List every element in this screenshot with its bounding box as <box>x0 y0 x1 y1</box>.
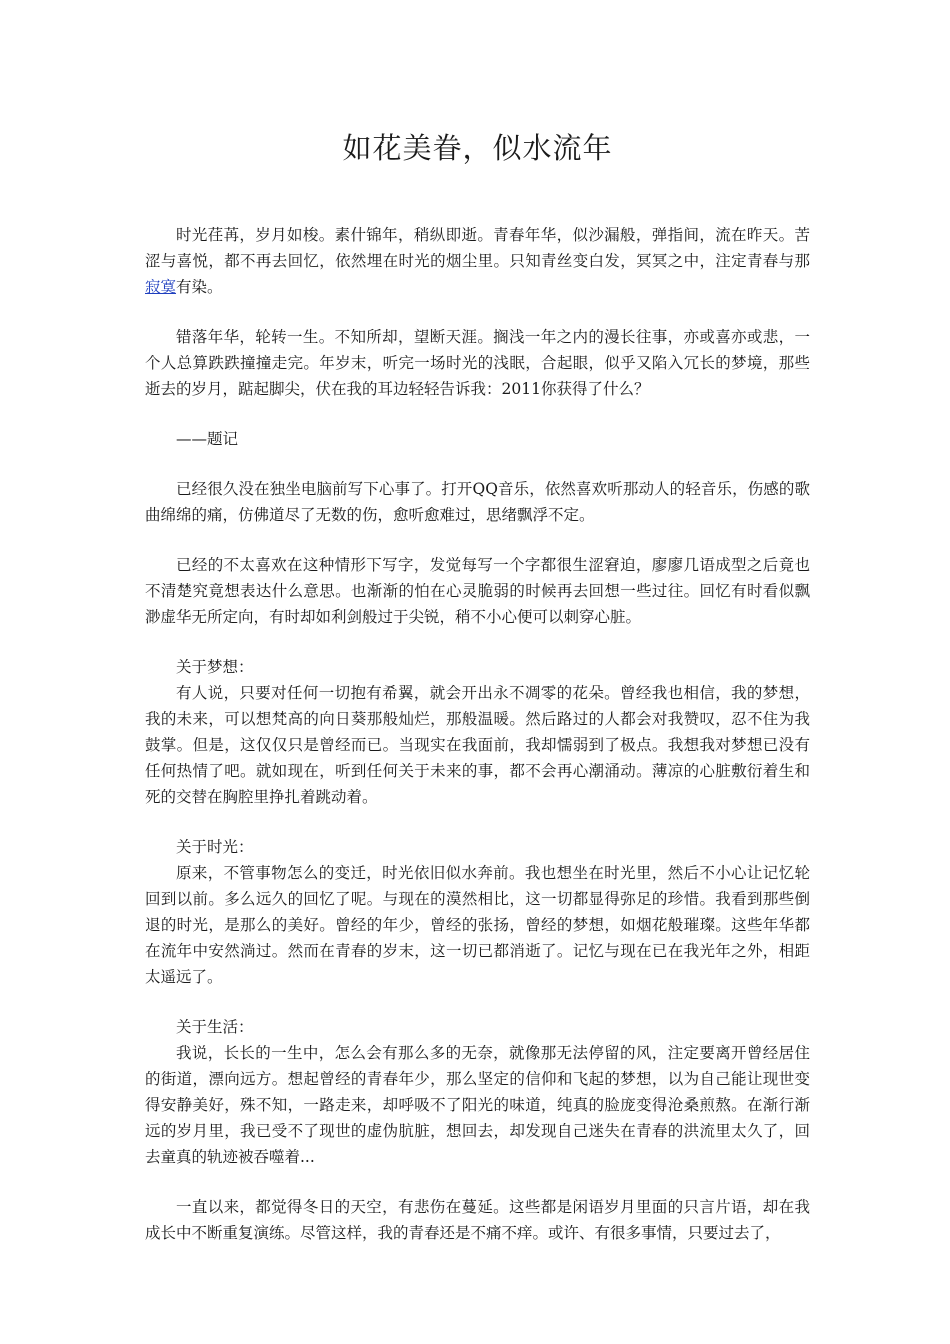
paragraph-closing: 一直以来，都觉得冬日的天空，有悲伤在蔓延。这些都是闲语岁月里面的只言片语，却在我成长中不断重复演练。尽管这样，我的青春还是不痛不痒。或许、有很多事情，只要过去了， <box>145 1198 810 1242</box>
paragraph-writing: 已经的不太喜欢在这种情形下写字，发觉每写一个字都很生涩窘迫，廖廖几语成型之后竟也不清楚究竟想表达什么意思。也渐渐的怕在心灵脆弱的时候再去回想一些过往。回忆有时看似飘渺虚华无所定向，有时却如利剑般过于尖锐，稍不小心便可以刺穿心脏。 <box>145 556 810 626</box>
section-dreams-heading: 关于梦想： <box>176 658 254 676</box>
paragraph-year-end: 错落年华，轮转一生。不知所却，望断天涯。搁浅一年之内的漫长往事，亦或喜亦或悲，一个人总算跌跌撞撞走完。年岁末，听完一场时光的浅眠，合起眼，似乎又陷入冗长的梦境，那些逝去的岁月，踮起脚尖，伏在我的耳边轻轻告诉我：2011你获得了什么？ <box>145 328 810 398</box>
section-life <box>145 1014 810 1170</box>
paragraph-inscription: ——题记 <box>176 430 239 448</box>
section-dreams <box>145 654 810 810</box>
paragraph-opening-tail: 有染。 <box>176 278 223 296</box>
section-life-heading: 关于生活： <box>176 1018 254 1036</box>
paragraph-opening <box>145 222 810 300</box>
section-dreams-body: 有人说，只要对任何一切抱有希翼，就会开出永不凋零的花朵。曾经我也相信，我的梦想，我的未来，可以想梵高的向日葵那般灿烂，那般温暖。然后路过的人都会对我赞叹，忍不住为我鼓掌。但是，这仅仅只是曾经而已。当现实在我面前，我却懦弱到了极点。我想我对梦想已没有任何热情了吧。就如现在，听到任何关于未来的事，都不会再心潮涌动。薄凉的心脏敷衍着生和死的交替在胸腔里挣扎着跳动着。 <box>145 684 810 806</box>
link-loneliness[interactable]: 寂寞 <box>145 278 177 296</box>
section-time <box>145 834 810 990</box>
document-title: 如花美眷，似水流年 <box>342 131 613 165</box>
document-body <box>145 222 810 1270</box>
section-time-body: 原来，不管事物怎么的变迁，时光依旧似水奔前。我也想坐在时光里，然后不小心让记忆轮回到以前。多么远久的回忆了呢。与现在的漠然相比，这一切都显得弥足的珍惜。我看到那些倒退的时光，是那么的美好。曾经的年少，曾经的张扬，曾经的梦想，如烟花般璀璨。这些年华都在流年中安然淌过。然而在青春的岁末，这一切已都消逝了。记忆与现在已在我光年之外，相距太遥远了。 <box>145 864 810 986</box>
section-life-body: 我说，长长的一生中，怎么会有那么多的无奈，就像那无法停留的风，注定要离开曾经居住的街道，漂向远方。想起曾经的青春年少，那么坚定的信仰和飞起的梦想，以为自己能让现世变得安静美好，殊不知，一路走来，却呼吸不了阳光的味道，纯真的脸庞变得沧桑煎熬。在渐行渐远的岁月里，我已受不了现世的虚伪肮脏，想回去，却发现自己迷失在青春的洪流里太久了，回去童真的轨迹被吞噬着... <box>145 1044 810 1166</box>
paragraph-opening-text: 时光荏苒，岁月如梭。素什锦年，稍纵即逝。青春年华，似沙漏般，弹指间，流在昨天。苦涩与喜悦，都不再去回忆，依然埋在时光的烟尘里。只知青丝变白发，冥冥之中，注定青春与那 <box>145 226 810 270</box>
paragraph-music: 已经很久没在独坐电脑前写下心事了。打开QQ音乐，依然喜欢听那动人的轻音乐，伤感的歌曲绵绵的痛，仿佛道尽了无数的伤，愈听愈难过，思绪飘浮不定。 <box>145 480 810 524</box>
section-time-heading: 关于时光： <box>176 838 254 856</box>
